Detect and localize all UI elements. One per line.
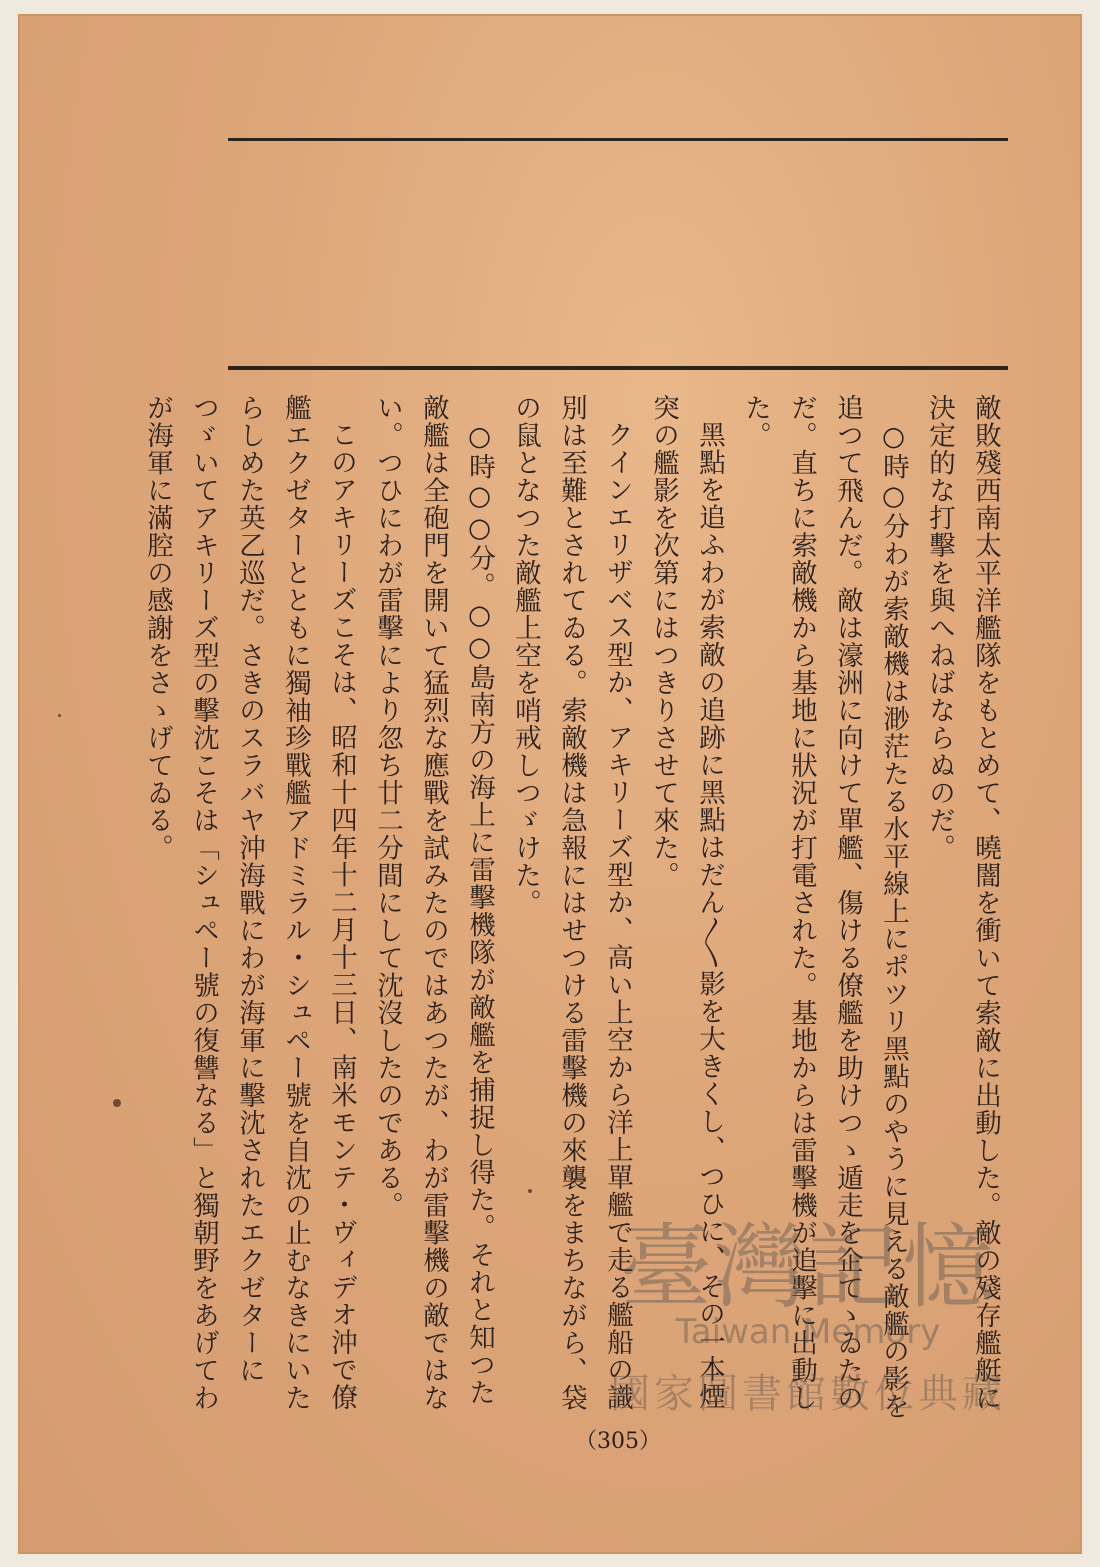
watermark-english: Taiwan Memory xyxy=(675,1312,941,1352)
paragraph-5: ○時○○分。○○島南方の海上に雷擊機隊が敵艦を捕捉し得た。それと知つた敵艦は全砲門を開いて猛烈な應戰を試みたのではあつたが、わが雷擊機の敵ではない。つひにわが雷擊により忽ち廿二分間にして沈沒したのである。 xyxy=(372,394,495,1412)
paper-speck xyxy=(58,714,61,717)
paper-speck xyxy=(528,1189,532,1193)
scanned-page xyxy=(18,14,1082,1554)
paragraph-6: このアキリーズこそは、昭和十四年十二月十三日、南米モンテ・ヴィデオ沖で僚艦エクゼターとともに獨袖珍戰艦アドミラル・シュペー號を自沈の止むなきにいたらしめた英乙巡だ。さきのスラバヤ沖海戰にわが海軍に擊沈されたエクゼターにつゞいてアキリーズ型の擊沈こそは「シュペー號の復讐なる」と獨朝野をあげてわが海軍に滿腔の感謝をさゝげてゐる。 xyxy=(142,394,357,1412)
paragraph-3: 黑點を追ふわが索敵の追跡に黑點はだん〳〵影を大きくし、つひに、その一本煙突の艦影を次第にはつきりさせて來た。 xyxy=(648,394,725,1410)
header-rule xyxy=(228,366,1008,370)
paragraph-1: 敵敗殘西南太平洋艦隊をもとめて、曉闇を衝いて索敵に出動した。敵の殘存艦艇に決定的な打擊を與へねばならぬのだ。 xyxy=(924,394,1001,1412)
top-rule xyxy=(228,138,1008,141)
vertical-text-body xyxy=(142,394,1008,1424)
watermark-chars: 臺灣記憶 xyxy=(619,1214,996,1321)
paragraph-2: ○時○分わが索敵機は渺茫たる水平線上にポツリ黑點のやうに見える敵艦の影を追つて飛んだ。敵は濠洲に向けて單艦、傷ける僚艦を助けつゝ遁走を企てゝゐたのだ。直ちに索敵機から基地に狀況が打電された。基地からは雷擊機が追擊に出動した。 xyxy=(740,394,909,1420)
watermark-org: 國家圖書館數位典藏 xyxy=(610,1371,1006,1417)
page-number: （305） xyxy=(575,1429,661,1454)
paper-speck xyxy=(113,1099,121,1107)
paragraph-4: クインエリザベス型か、アキリーズ型か、高い上空から洋上單艦で走る艦船の識別は至難とされてゐる。索敵機は急報にはせつける雷擊機の來襲をまちながら、袋の鼠となつた敵艦上空を哨戒しつゞけた。 xyxy=(510,394,633,1412)
